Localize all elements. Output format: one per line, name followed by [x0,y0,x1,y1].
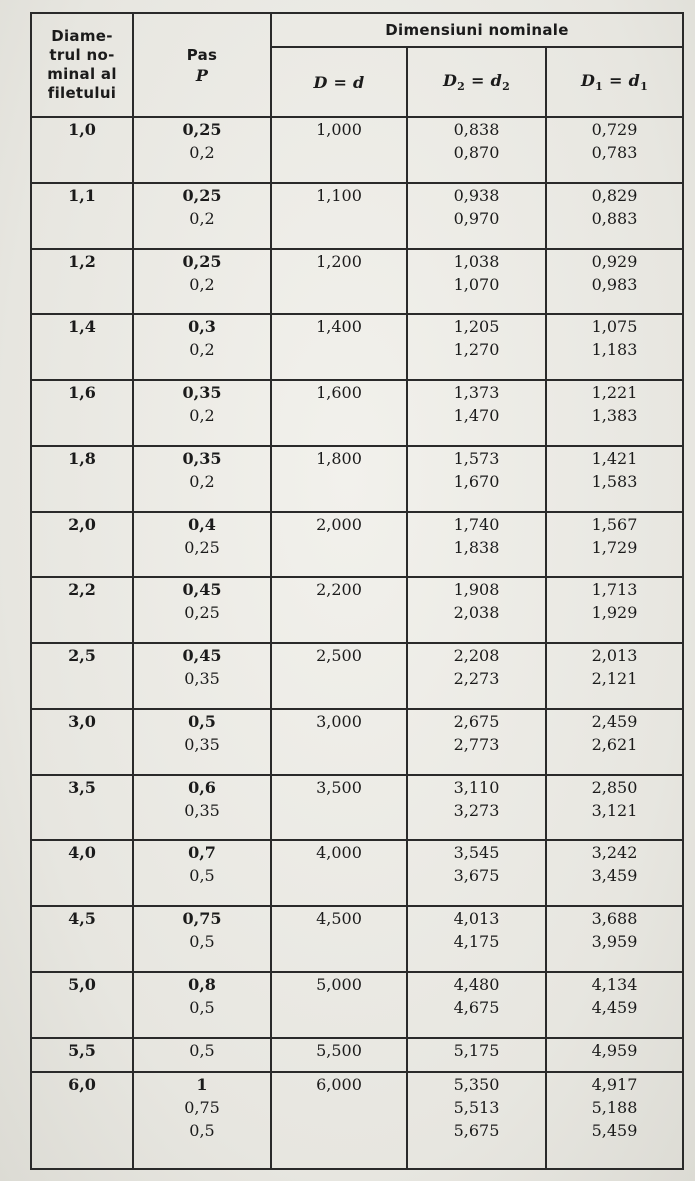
pitch-diameter-cell [407,906,546,972]
pitch-diameter-value: 3,110 [453,777,500,797]
pitch-diameter-cell [407,577,546,643]
pitch-diameter-cell [407,446,546,512]
pitch-diameter-value: 2,675 [453,711,500,731]
pitch-value: 0,5 [188,711,216,731]
minor-diameter-cell [546,972,683,1038]
pitch-diameter-cell [407,117,546,183]
header-major-diameter: D = d [271,47,407,117]
pitch-diameter-value: 1,270 [453,340,500,360]
pitch-diameter-value: 3,675 [453,866,500,886]
major-diameter-value: 1,200 [316,251,362,271]
pitch-diameter-value: 1,573 [453,448,500,468]
minor-diameter-cell [546,314,683,380]
minor-diameter-cell [546,840,683,906]
major-diameter-value: 4,000 [316,843,362,863]
minor-diameter-value: 1,713 [591,580,638,600]
major-diameter-value: 2,000 [316,514,362,534]
nominal-diameter-cell [31,183,133,249]
header-d2-equals: = d [465,70,503,90]
major-diameter-cell [271,446,407,512]
minor-diameter-cell [546,906,683,972]
minor-diameter-value: 0,729 [591,120,638,139]
major-diameter-cell [271,840,407,906]
pitch-cell [133,840,271,906]
minor-diameter-value: 0,829 [591,185,638,205]
pitch-value: 0,2 [189,340,215,360]
major-diameter-cell [271,775,407,841]
nominal-diameter-cell [31,643,133,709]
minor-diameter-value: 1,729 [591,537,638,557]
pitch-cell [133,775,271,841]
header-d2-subscript: 2 [457,80,466,94]
header-nominal-diameter [31,13,133,117]
pitch-diameter-value: 1,670 [453,471,500,491]
pitch-diameter-value: 1,070 [453,274,500,294]
table-header [31,13,683,117]
pitch-diameter-cell [407,183,546,249]
pitch-diameter-cell [407,1038,546,1072]
major-diameter-cell [271,709,407,775]
nominal-diameter-value: 2,5 [68,646,96,665]
nominal-diameter-value: 2,0 [68,514,96,534]
nominal-diameter-cell [31,117,133,183]
pitch-value: 0,25 [184,537,220,557]
nominal-diameter-value: 1,8 [68,448,96,468]
minor-diameter-value: 4,917 [591,1074,638,1094]
pitch-diameter-value: 0,938 [453,185,500,205]
pitch-diameter-value: 2,208 [453,646,500,665]
pitch-value: 0,75 [182,909,222,928]
minor-diameter-value: 2,621 [591,734,638,754]
nominal-diameter-cell [31,972,133,1038]
pitch-value: 0,35 [184,800,220,820]
pitch-diameter-cell [407,840,546,906]
pitch-diameter-cell [407,709,546,775]
pitch-value: 0,25 [182,185,222,205]
pitch-value: 0,5 [189,1040,215,1060]
table-row [31,446,683,512]
pitch-cell [133,512,271,578]
pitch-value: 0,2 [189,208,215,228]
thread-dimensions-table [30,12,684,1170]
minor-diameter-cell [546,709,683,775]
pitch-diameter-cell [407,643,546,709]
major-diameter-value: 1,100 [316,185,362,205]
minor-diameter-cell [546,380,683,446]
nominal-diameter-cell [31,1072,133,1169]
major-diameter-value: 2,200 [316,580,362,600]
pitch-value: 0,25 [184,603,220,623]
minor-diameter-cell [546,446,683,512]
nominal-diameter-value: 1,4 [68,317,96,337]
minor-diameter-cell [546,1038,683,1072]
pitch-diameter-value: 5,175 [453,1040,500,1060]
major-diameter-cell [271,380,407,446]
pitch-diameter-value: 1,205 [453,317,500,337]
nominal-diameter-cell [31,906,133,972]
pitch-value: 0,2 [189,471,215,491]
header-pitch-symbol: P [195,65,209,85]
minor-diameter-cell [546,1072,683,1169]
pitch-cell [133,1038,271,1072]
pitch-diameter-cell [407,314,546,380]
nominal-diameter-value: 1,2 [68,251,96,271]
minor-diameter-cell [546,512,683,578]
major-diameter-value: 5,000 [316,974,362,994]
minor-diameter-value: 5,459 [591,1120,638,1140]
header-d2-symbol: D [442,70,458,90]
pitch-value: 1 [196,1074,208,1094]
pitch-diameter-value: 1,373 [453,383,500,402]
pitch-diameter-value: 1,038 [453,251,500,271]
header-nominal-diameter-line: filetului [47,84,117,102]
pitch-diameter-value: 5,675 [453,1120,500,1140]
nominal-diameter-value: 3,5 [68,777,96,797]
pitch-diameter-value: 0,870 [453,143,500,162]
minor-diameter-value: 2,850 [591,777,638,797]
nominal-diameter-value: 1,6 [68,383,96,402]
major-diameter-cell [271,314,407,380]
minor-diameter-cell [546,775,683,841]
pitch-value: 0,5 [189,932,215,951]
minor-diameter-value: 1,183 [591,340,638,360]
minor-diameter-value: 3,959 [591,932,638,951]
minor-diameter-value: 1,383 [591,406,638,425]
table-row [31,775,683,841]
minor-diameter-value: 2,459 [591,711,638,731]
major-diameter-value: 1,600 [316,383,362,402]
major-diameter-value: 1,000 [316,120,362,139]
major-diameter-value: 3,500 [316,777,362,797]
major-diameter-cell [271,183,407,249]
pitch-value: 0,35 [184,734,220,754]
table-row [31,906,683,972]
pitch-cell [133,117,271,183]
pitch-diameter-cell [407,972,546,1038]
minor-diameter-value: 3,242 [591,843,638,863]
pitch-diameter-cell [407,249,546,315]
table-row [31,709,683,775]
table-row [31,117,683,183]
nominal-diameter-value: 4,5 [68,909,96,928]
nominal-diameter-value: 6,0 [68,1074,96,1094]
header-pitch-diameter [407,47,546,117]
pitch-diameter-value: 2,773 [453,734,500,754]
nominal-diameter-value: 5,0 [68,974,96,994]
nominal-diameter-value: 4,0 [68,843,96,863]
minor-diameter-value: 5,188 [591,1097,638,1117]
major-diameter-value: 5,500 [316,1040,362,1060]
pitch-cell [133,972,271,1038]
pitch-cell [133,1072,271,1169]
nominal-diameter-value: 1,0 [68,120,96,139]
minor-diameter-value: 2,013 [591,646,638,665]
major-diameter-value: 1,400 [316,317,362,337]
table-row [31,1072,683,1169]
header-d2-subscript2: 2 [502,80,511,94]
major-diameter-cell [271,1072,407,1169]
pitch-value: 0,45 [182,580,222,600]
minor-diameter-value: 0,983 [591,274,638,294]
major-diameter-value: 2,500 [316,646,362,665]
pitch-value: 0,45 [182,646,222,665]
pitch-value: 0,2 [189,406,215,425]
table-row [31,577,683,643]
table-row [31,840,683,906]
minor-diameter-value: 3,459 [591,866,638,886]
minor-diameter-value: 4,959 [591,1040,638,1060]
header-nominal-diameter-line: minal al [47,65,117,83]
pitch-diameter-value: 3,545 [453,843,500,863]
minor-diameter-value: 0,883 [591,208,638,228]
major-diameter-cell [271,906,407,972]
pitch-value: 0,75 [184,1097,220,1117]
major-diameter-value: 3,000 [316,711,362,731]
pitch-diameter-value: 4,175 [453,932,500,951]
pitch-value: 0,6 [188,777,216,797]
pitch-value: 0,3 [188,317,216,337]
major-diameter-cell [271,249,407,315]
table-row [31,1038,683,1072]
major-diameter-value: 4,500 [316,909,362,928]
pitch-diameter-cell [407,380,546,446]
pitch-value: 0,35 [184,669,220,688]
nominal-diameter-cell [31,577,133,643]
nominal-diameter-value: 1,1 [68,185,96,205]
pitch-value: 0,2 [189,143,215,162]
pitch-diameter-value: 5,350 [453,1074,500,1094]
pitch-diameter-value: 1,838 [453,537,500,557]
pitch-diameter-cell [407,512,546,578]
header-minor-diameter [546,47,683,117]
minor-diameter-value: 3,121 [591,800,638,820]
pitch-value: 0,5 [189,866,215,886]
header-pitch [133,13,271,117]
nominal-diameter-cell [31,314,133,380]
header-d1-subscript: 1 [595,80,604,94]
minor-diameter-cell [546,643,683,709]
header-d1-equals: = d [603,70,641,90]
table-body [31,117,683,1169]
table-row [31,512,683,578]
pitch-value: 0,25 [182,120,222,139]
major-diameter-cell [271,1038,407,1072]
pitch-diameter-value: 0,838 [453,120,500,139]
minor-diameter-value: 2,121 [591,669,638,688]
pitch-cell [133,314,271,380]
pitch-cell [133,577,271,643]
pitch-diameter-value: 3,273 [453,800,500,820]
minor-diameter-value: 4,134 [591,974,638,994]
nominal-diameter-cell [31,512,133,578]
header-pitch-label: Pas [186,45,218,64]
pitch-diameter-value: 1,740 [453,514,500,534]
pitch-diameter-value: 0,970 [453,208,500,228]
major-diameter-cell [271,972,407,1038]
minor-diameter-cell [546,249,683,315]
minor-diameter-value: 1,221 [591,383,638,402]
minor-diameter-cell [546,577,683,643]
nominal-diameter-cell [31,1038,133,1072]
pitch-diameter-value: 4,013 [453,909,500,928]
minor-diameter-value: 0,929 [591,251,638,271]
pitch-cell [133,380,271,446]
nominal-diameter-value: 3,0 [68,711,96,731]
major-diameter-cell [271,643,407,709]
minor-diameter-value: 1,929 [591,603,638,623]
nominal-diameter-cell [31,380,133,446]
minor-diameter-value: 1,567 [591,514,638,534]
nominal-diameter-value: 5,5 [68,1040,96,1060]
major-diameter-cell [271,117,407,183]
pitch-value: 0,35 [182,448,222,468]
pitch-cell [133,709,271,775]
minor-diameter-value: 1,075 [591,317,638,337]
major-diameter-cell [271,512,407,578]
table-row [31,380,683,446]
pitch-value: 0,35 [182,383,222,402]
pitch-diameter-value: 5,513 [453,1097,500,1117]
minor-diameter-value: 3,688 [591,909,638,928]
pitch-cell [133,249,271,315]
pitch-cell [133,183,271,249]
header-d1-symbol: D [580,70,596,90]
major-diameter-value: 6,000 [316,1074,362,1094]
pitch-value: 0,5 [189,997,215,1017]
major-diameter-value: 1,800 [316,448,362,468]
nominal-diameter-cell [31,446,133,512]
table-row [31,972,683,1038]
table-row [31,643,683,709]
major-diameter-cell [271,577,407,643]
header-d1-subscript2: 1 [640,80,649,94]
pitch-diameter-value: 2,038 [453,603,500,623]
minor-diameter-cell [546,183,683,249]
pitch-value: 0,2 [189,274,215,294]
pitch-value: 0,7 [188,843,216,863]
minor-diameter-value: 1,583 [591,471,638,491]
nominal-diameter-cell [31,840,133,906]
table-row [31,183,683,249]
header-nominal-dimensions: Dimensiuni nominale [271,13,683,47]
minor-diameter-cell [546,117,683,183]
pitch-diameter-cell [407,1072,546,1169]
pitch-cell [133,643,271,709]
table-row [31,249,683,315]
header-nominal-diameter-line: Diame- [51,27,113,45]
pitch-diameter-value: 1,908 [453,580,500,600]
header-nominal-diameter-line: trul no- [49,46,115,64]
pitch-diameter-cell [407,775,546,841]
minor-diameter-value: 0,783 [591,143,638,162]
pitch-diameter-value: 4,675 [453,997,500,1017]
pitch-value: 0,5 [189,1120,215,1140]
nominal-diameter-cell [31,249,133,315]
pitch-value: 0,8 [188,974,216,994]
nominal-diameter-value: 2,2 [68,580,96,600]
table-row [31,314,683,380]
pitch-value: 0,25 [182,251,222,271]
minor-diameter-value: 1,421 [591,448,638,468]
pitch-cell [133,906,271,972]
pitch-diameter-value: 2,273 [453,669,500,688]
minor-diameter-value: 4,459 [591,997,638,1017]
pitch-cell [133,446,271,512]
pitch-value: 0,4 [188,514,216,534]
pitch-diameter-value: 4,480 [453,974,500,994]
pitch-diameter-value: 1,470 [453,406,500,425]
nominal-diameter-cell [31,775,133,841]
nominal-diameter-cell [31,709,133,775]
